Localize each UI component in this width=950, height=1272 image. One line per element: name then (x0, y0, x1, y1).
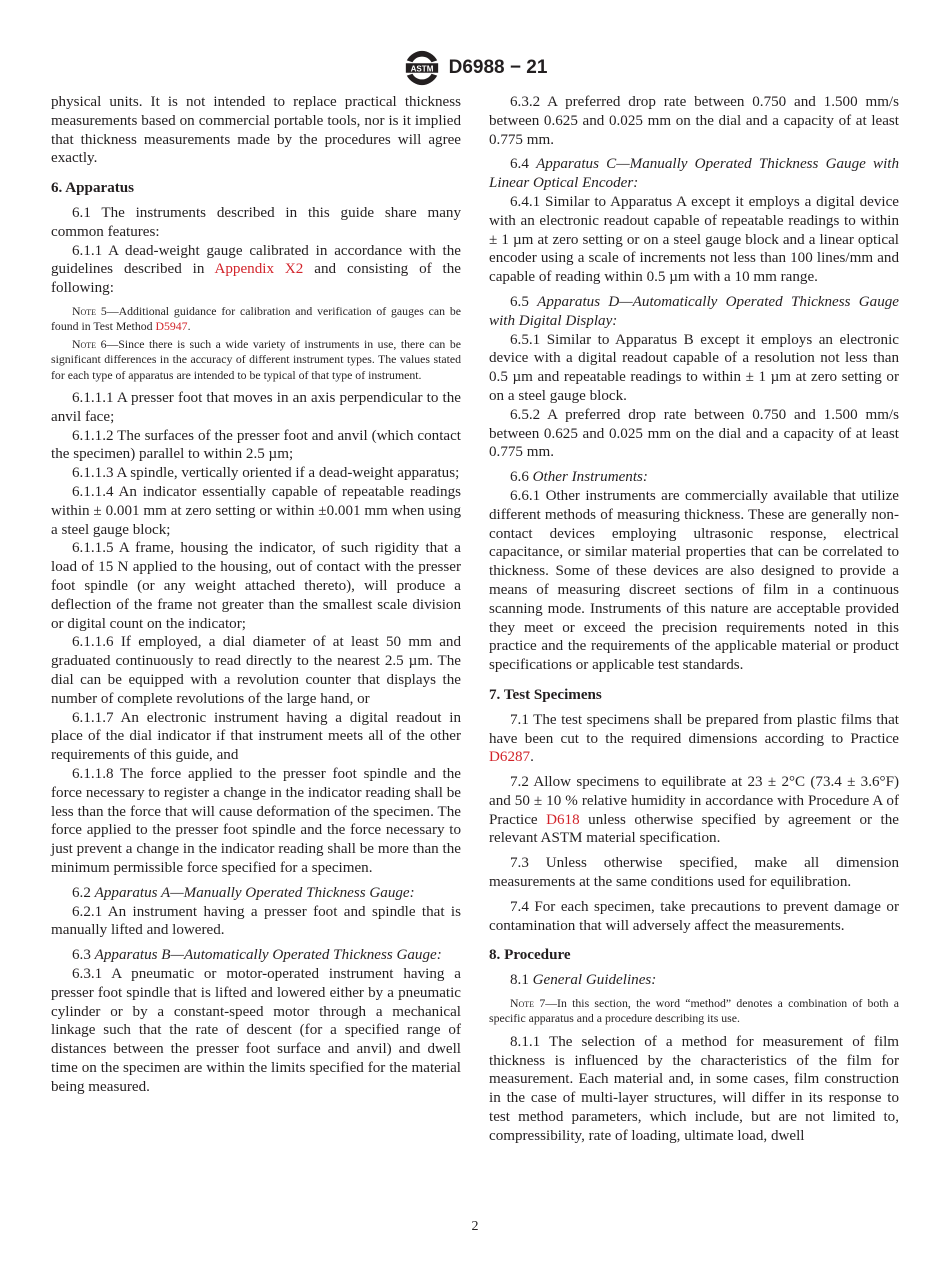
d618-link[interactable]: D618 (546, 811, 580, 828)
para-8-1-1: 8.1.1 The selection of a method for measurement of film thickness is influenced by the characteristics of the film for measurement. Each material and, in some cases, film construction in the case of multi-layer structures, will differ in its response to test method parameters, which include, but are not limited to, compressibility, rate of loading, ultimate load, dwell (489, 1033, 899, 1144)
section-7-heading: 7. Test Specimens (489, 686, 602, 703)
para-6-6: 6.6 Other Instruments: (510, 469, 648, 486)
para-6-2-1: 6.2.1 An instrument having a presser foot and spindle that is manually lifted and lowered. (51, 903, 461, 939)
note-7: Note 7—In this section, the word “method” denotes a combination of both a specific apparatus and a procedure describing its use. (489, 996, 899, 1026)
right-column (489, 93, 899, 1146)
section-6-heading: 6. Apparatus (51, 180, 135, 197)
intro-paragraph: physical units. It is not intended to replace practical thickness measurements based on commercial portable tools, nor is it implied that thickness measurements made by the procedures will agree exactly. (51, 94, 461, 167)
para-8-1: 8.1 General Guidelines: (510, 972, 657, 989)
para-6-3: 6.3 Apparatus B—Automatically Operated Thickness Gauge: (72, 947, 442, 964)
para-6-3-2: 6.3.2 A preferred drop rate between 0.750 and 1.500 mm/s between 0.625 and 0.025 mm on the dial and a capacity of at least 0.775 mm. (489, 94, 899, 148)
para-6-1-1-8: 6.1.1.8 The force applied to the presser foot spindle and the force necessary to register a change in the indicator reading shall be less than the force that will cause deformation of the specimen. The force applied to the presser foot spindle and the force necessary to just prevent a change in the indicator reading shall be more than the minimum permissible force specified for a specimen. (51, 765, 461, 876)
document-id: D6988 − 21 (448, 57, 548, 78)
para-6-1-1-1: 6.1.1.1 A presser foot that moves in an axis perpendicular to the anvil face; (51, 390, 461, 425)
para-6-1-1-5: 6.1.1.5 A frame, housing the indicator, of such rigidity that a load of 15 N applied to the housing, out of contact with the presser foot spindle (or any weight attached thereto), will produce a deflection of the frame not greater than the smallest scale division or digital count on the indicator; (51, 540, 461, 632)
para-6-2: 6.2 Apparatus A—Manually Operated Thickness Gauge: (72, 884, 415, 901)
para-6-1-1-6: 6.1.1.6 If employed, a dial diameter of at least 50 mm and graduated continuously to read directly to the nearest 2.5 µm. The dial can be equipped with a revolution counter that displays the number of complete revolutions of the large hand, or (51, 634, 461, 707)
note-6: Note 6—Since there is such a wide variety of instruments in use, there can be significant differences in the accuracy of different instrument types. The values stated for each type of apparatus are intended to be typical of that type of instrument. (51, 336, 461, 382)
left-column (51, 93, 461, 1096)
d5947-link[interactable]: D5947 (155, 319, 188, 334)
para-6-1-1-4: 6.1.1.4 An indicator essentially capable of repeatable readings within ± 0.001 mm at zero setting or within ±0.001 mm when using a steel gauge block; (51, 483, 461, 538)
para-6-1-1-2: 6.1.1.2 The surfaces of the presser foot and anvil (which contact the specimen) parallel to within 2.5 µm; (51, 427, 461, 463)
para-6-5-2: 6.5.2 A preferred drop rate between 0.750 and 1.500 mm/s between 0.625 and 0.025 mm on the dial and a capacity of at least 0.775 mm. (489, 406, 899, 461)
para-6-1-1: 6.1.1 A dead-weight gauge calibrated in accordance with the guidelines described in Appendix X2 and consisting of the following: (51, 242, 461, 297)
para-6-6-1: 6.6.1 Other instruments are commercially available that utilize different methods of measuring thickness. These are generally non-contact devices employing ultrasonic response, electrical capacitance, or similar material properties that can be correlated to thickness. Some of these devices are also designed to provide a means of measuring discreet sections of film in a continuous scanning mode. Instruments of this nature are acceptable provided they meet or exceed the precision requirements noted in this practice and the requirements of the applicable material or product specifications or applicable test standards. (489, 487, 899, 674)
para-7-3: 7.3 Unless otherwise specified, make all dimension measurements at the same conditions used for equilibration. (489, 855, 899, 891)
para-6-4: 6.4 Apparatus C—Manually Operated Thickness Gauge with Linear Optical Encoder: (489, 156, 900, 192)
d6287-link[interactable]: D6287 (489, 749, 531, 766)
para-7-4: 7.4 For each specimen, take precautions to prevent damage or contamination that will adversely affect the measurements. (489, 898, 899, 934)
para-6-1-1-7: 6.1.1.7 An electronic instrument having a digital readout in place of the dial indicator if that instrument meets all of the other requirements of this guide, and (51, 709, 461, 764)
para-6-1-1-3: 6.1.1.3 A spindle, vertically oriented if a dead-weight apparatus; (72, 465, 460, 482)
page-number: 2 (471, 1219, 479, 1234)
para-6-5-1: 6.5.1 Similar to Apparatus B except it employs an electronic device with a digital readout capable of a resolution not less than 0.5 µm and repeatable readings to within ± 1 µm at zero setting or on a steel gauge block. (489, 331, 899, 404)
page-header (0, 48, 950, 88)
astm-logo-icon (403, 49, 441, 87)
para-7-2: 7.2 Allow specimens to equilibrate at 23 ± 2°C (73.4 ± 3.6°F) and 50 ± 10 % relative humidity in accordance with Procedure A of Practice D618 unless otherwise specified by agreement or the relevant ASTM material specification. (489, 774, 899, 847)
appendix-x2-link[interactable]: Appendix X2 (214, 261, 304, 278)
logo-text: ASTM (410, 64, 434, 74)
para-6-1: 6.1 The instruments described in this guide share many common features: (51, 204, 461, 240)
note-5: Note 5—Additional guidance for calibration and verification of gauges can be found in Test Method D5947. (51, 303, 461, 334)
para-7-1: 7.1 The test specimens shall be prepared from plastic films that have been cut to the required dimensions according to Practice D6287. (489, 711, 899, 766)
section-8-heading: 8. Procedure (489, 947, 571, 964)
para-6-5: 6.5 Apparatus D—Automatically Operated Thickness Gauge with Digital Display: (489, 293, 900, 329)
para-6-4-1: 6.4.1 Similar to Apparatus A except it employs a digital device with an electronic readout capable of repeatable readings to within ± 1 µm at zero setting or on a steel gauge block and a linear optical encoder using a scale of increments not less than 100 lines/mm and capable of reading within 0.5 µm with a 10 mm range. (489, 193, 899, 286)
para-6-3-1: 6.3.1 A pneumatic or motor-operated instrument having a presser foot spindle that is lifted and lowered either by a pneumatic cylinder or by a constant-speed motor through a mechanical linkage such that the rate of descent (for a specified range of distances between the presser foot surface and anvil) and dwell time on the specimen are within the limits specified for the material being measured. (51, 965, 461, 1095)
